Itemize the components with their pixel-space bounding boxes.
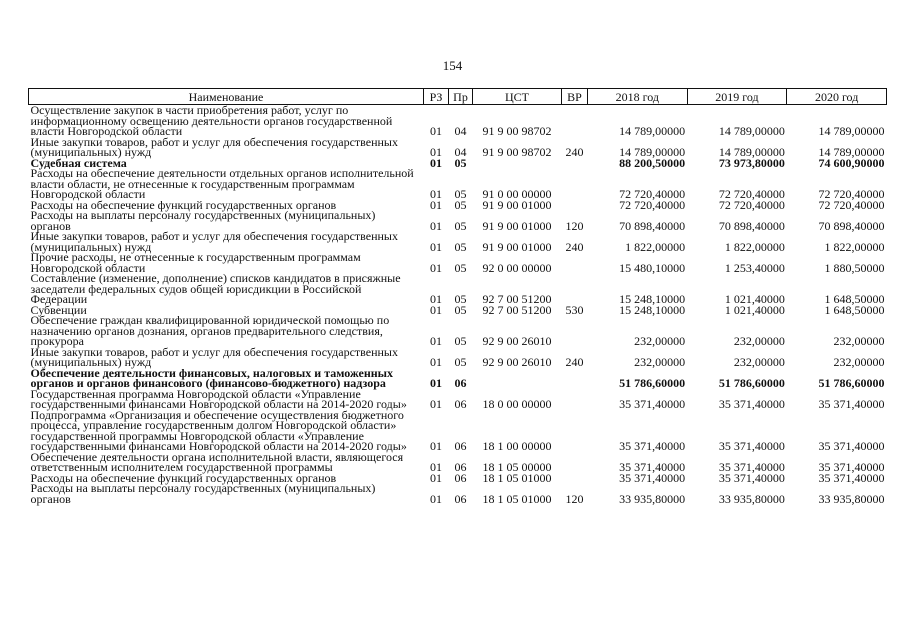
row-pr: 05	[454, 292, 467, 306]
row-2019: 14 789,00000	[718, 124, 785, 138]
row-2020: 14 789,00000	[818, 124, 885, 138]
row-vr	[562, 368, 588, 389]
row-pr: 06	[454, 470, 467, 485]
row-pr: 05	[454, 334, 467, 348]
row-rz: 01	[430, 155, 442, 170]
row-rz: 01	[430, 187, 442, 201]
header-2018: 2018 год	[588, 89, 688, 105]
row-2018: 232,00000	[634, 334, 686, 348]
row-2020: 1 822,00000	[824, 239, 885, 254]
header-2020: 2020 год	[787, 89, 887, 105]
row-cst: 91 9 00 98702	[482, 124, 552, 138]
row-2018: 14 789,00000	[619, 145, 686, 159]
table-row	[29, 347, 887, 368]
row-cst: 92 7 00 51200	[482, 302, 552, 317]
row-2019: 72 720,40000	[718, 197, 785, 212]
row-cst: 91 9 00 01000	[482, 239, 552, 254]
row-2020: 72 720,40000	[818, 197, 885, 212]
row-name: Обеспечение деятельности финансовых, налоговых и таможенных органов и органов финансового (финансово-бюджетного) надзора	[30, 365, 394, 390]
row-rz: 01	[430, 197, 442, 212]
row-2018: 35 371,40000	[619, 470, 686, 485]
table-row	[29, 105, 887, 137]
row-name: Расходы на обеспечение деятельности отдельных органов исполнительной власти области, не отнесенные к государственным программам Новгородской области	[30, 166, 414, 201]
table-row	[29, 410, 887, 452]
row-pr: 06	[454, 397, 467, 411]
row-vr	[562, 252, 588, 273]
row-name: Расходы на обеспечение функций государственных органов	[30, 197, 337, 212]
row-rz: 01	[430, 470, 442, 485]
row-vr	[562, 273, 588, 305]
row-rz: 01	[430, 302, 442, 317]
row-rz: 01	[430, 124, 442, 138]
header-2019: 2019 год	[687, 89, 787, 105]
row-pr: 05	[454, 197, 467, 212]
row-vr: 240	[565, 239, 584, 254]
row-2019: 33 935,80000	[718, 491, 785, 506]
row-pr: 05	[454, 218, 467, 233]
row-rz: 01	[430, 355, 442, 369]
row-2019: 35 371,40000	[718, 397, 785, 411]
row-pr: 05	[454, 260, 467, 275]
row-2018: 15 248,10000	[619, 292, 686, 306]
row-name: Иные закупки товаров, работ и услуг для обеспечения государственных (муниципальных) нужд	[30, 229, 398, 254]
row-rz: 01	[430, 292, 442, 306]
row-vr: 120	[565, 491, 584, 506]
row-name: Иные закупки товаров, работ и услуг для обеспечения государственных (муниципальных) нужд	[30, 134, 398, 159]
header-cst: ЦСТ	[473, 89, 562, 105]
row-2019: 35 371,40000	[718, 460, 785, 474]
budget-table	[28, 88, 887, 504]
row-2019: 73 973,80000	[718, 155, 785, 170]
row-vr: 120	[565, 218, 584, 233]
table-row	[29, 368, 887, 389]
row-2020: 232,00000	[833, 355, 885, 369]
row-name: Расходы на обеспечение функций государственных органов	[30, 470, 337, 485]
row-pr: 04	[454, 145, 467, 159]
row-name: Прочие расходы, не отнесенные к государственным программам Новгородской области	[30, 250, 361, 275]
row-name: Подпрограмма «Организация и обеспечение осуществления бюджетного процесса, управление государственным долгом Новгородской области» государственной программы Новгородской области «Управление государственными финансами Новгородской области на 2014-2020 годы»	[30, 407, 407, 453]
row-2019: 1 822,00000	[724, 239, 785, 254]
row-pr: 06	[454, 491, 467, 506]
row-cst: 18 1 05 00000	[482, 460, 552, 474]
row-2020: 14 789,00000	[818, 145, 885, 159]
table-row	[29, 252, 887, 273]
row-pr: 05	[454, 239, 467, 254]
row-cst: 91 0 00 00000	[482, 187, 552, 201]
row-2020: 35 371,40000	[818, 439, 885, 453]
table-body	[29, 105, 887, 505]
row-2020: 72 720,40000	[818, 187, 885, 201]
row-2019: 35 371,40000	[718, 470, 785, 485]
row-name: Субвенции	[30, 302, 87, 317]
table-row	[29, 231, 887, 252]
row-2020: 51 786,60000	[818, 376, 885, 390]
row-2019: 70 898,40000	[718, 218, 785, 233]
header-vr: ВР	[562, 89, 588, 105]
row-2018: 72 720,40000	[619, 187, 686, 201]
row-pr: 04	[454, 124, 467, 138]
row-2018: 70 898,40000	[619, 218, 686, 233]
row-2020: 35 371,40000	[818, 397, 885, 411]
page-number: 154	[442, 58, 463, 73]
row-2018: 51 786,60000	[619, 376, 686, 390]
row-name: Судебная система	[30, 155, 127, 170]
row-2019: 1 021,40000	[724, 302, 785, 317]
row-2020: 1 648,50000	[824, 302, 885, 317]
row-2020: 33 935,80000	[818, 491, 885, 506]
row-pr: 05	[454, 155, 467, 170]
row-pr: 05	[454, 302, 467, 317]
row-cst: 91 9 00 01000	[482, 197, 552, 212]
row-2018: 15 248,10000	[619, 302, 686, 317]
row-rz: 01	[430, 260, 442, 275]
row-2020: 232,00000	[833, 334, 885, 348]
row-2019: 232,00000	[733, 355, 785, 369]
row-2020: 70 898,40000	[818, 218, 885, 233]
row-cst: 18 1 05 01000	[482, 470, 552, 485]
row-rz: 01	[430, 376, 442, 390]
row-2018: 88 200,50000	[619, 155, 686, 170]
row-name: Обеспечение деятельности органа исполнительной власти, являющегося ответственным исполнителем государственной программы	[30, 449, 404, 474]
row-pr: 05	[454, 355, 467, 369]
header-name: Наименование	[29, 89, 424, 105]
row-2018: 15 480,10000	[619, 260, 686, 275]
row-2018: 35 371,40000	[619, 397, 686, 411]
row-vr	[562, 410, 588, 452]
row-vr	[562, 452, 588, 473]
row-2018: 35 371,40000	[619, 460, 686, 474]
row-2019: 72 720,40000	[718, 187, 785, 201]
row-2020: 35 371,40000	[818, 460, 885, 474]
table-row	[29, 210, 887, 231]
row-vr	[562, 200, 588, 211]
row-cst	[473, 368, 562, 389]
row-rz: 01	[430, 491, 442, 506]
row-2019: 1 021,40000	[724, 292, 785, 306]
row-cst	[473, 158, 562, 169]
row-cst: 18 1 05 01000	[482, 491, 552, 506]
table-row	[29, 273, 887, 305]
row-cst: 92 0 00 00000	[482, 260, 552, 275]
header-rz: РЗ	[424, 89, 449, 105]
row-pr: 06	[454, 460, 467, 474]
row-name: Расходы на выплаты персоналу государственных (муниципальных) органов	[30, 208, 376, 233]
row-cst: 18 0 00 00000	[482, 397, 552, 411]
row-cst: 92 7 00 51200	[482, 292, 552, 306]
row-cst: 91 9 00 01000	[482, 218, 552, 233]
row-pr: 05	[454, 187, 467, 201]
row-2020: 1 648,50000	[824, 292, 885, 306]
row-2019: 232,00000	[733, 334, 785, 348]
row-vr: 240	[565, 355, 584, 369]
row-name: Расходы на выплаты персоналу государственных (муниципальных) органов	[30, 481, 376, 506]
table-row	[29, 315, 887, 347]
row-2018: 72 720,40000	[619, 197, 686, 212]
row-2020: 74 600,90000	[818, 155, 885, 170]
row-vr	[562, 158, 588, 169]
table-row	[29, 389, 887, 410]
row-2018: 1 822,00000	[625, 239, 686, 254]
header-pr: Пр	[449, 89, 473, 105]
table-row	[29, 168, 887, 200]
row-cst: 91 9 00 98702	[482, 145, 552, 159]
row-cst: 92 9 00 26010	[482, 334, 552, 348]
row-cst: 92 9 00 26010	[482, 355, 552, 369]
row-pr: 06	[454, 376, 467, 390]
row-2018: 35 371,40000	[619, 439, 686, 453]
row-rz: 01	[430, 218, 442, 233]
row-2019: 14 789,00000	[718, 145, 785, 159]
row-rz: 01	[430, 460, 442, 474]
row-rz: 01	[430, 397, 442, 411]
row-2018: 14 789,00000	[619, 124, 686, 138]
table-row	[29, 452, 887, 473]
row-cst: 18 1 00 00000	[482, 439, 552, 453]
row-vr: 530	[565, 302, 584, 317]
row-vr	[562, 473, 588, 484]
row-vr: 240	[565, 145, 584, 159]
row-vr	[562, 168, 588, 200]
row-name: Государственная программа Новгородской области «Управление государственными финансами Новгородской области на 2014-2020 годы»	[30, 386, 407, 411]
row-pr: 06	[454, 439, 467, 453]
row-2019: 1 253,40000	[724, 260, 785, 275]
row-rz: 01	[430, 334, 442, 348]
row-name: Обеспечение граждан квалифицированной юридической помощью по назначению органов дознания, органов предварительного следствия, прокурора	[30, 313, 390, 348]
table-row	[29, 137, 887, 158]
row-rz: 01	[430, 239, 442, 254]
row-2020: 1 880,50000	[824, 260, 885, 275]
row-vr	[562, 105, 588, 137]
row-2019: 51 786,60000	[718, 376, 785, 390]
row-name: Иные закупки товаров, работ и услуг для обеспечения государственных (муниципальных) нужд	[30, 344, 398, 369]
row-vr	[562, 389, 588, 410]
table-row	[29, 483, 887, 504]
row-2018: 232,00000	[634, 355, 686, 369]
row-2018: 33 935,80000	[619, 491, 686, 506]
row-2019: 35 371,40000	[718, 439, 785, 453]
row-2020: 35 371,40000	[818, 470, 885, 485]
row-rz: 01	[430, 145, 442, 159]
row-name: Осуществление закупок в части приобретения работ, услуг по информационному освещению деятельности органов государственной власти Новгородской области	[30, 103, 393, 138]
row-rz: 01	[430, 439, 442, 453]
row-name: Составление (изменение, дополнение) списков кандидатов в присяжные заседатели федеральных судов общей юрисдикции в Российской Федерации	[30, 271, 401, 306]
row-vr	[562, 315, 588, 347]
